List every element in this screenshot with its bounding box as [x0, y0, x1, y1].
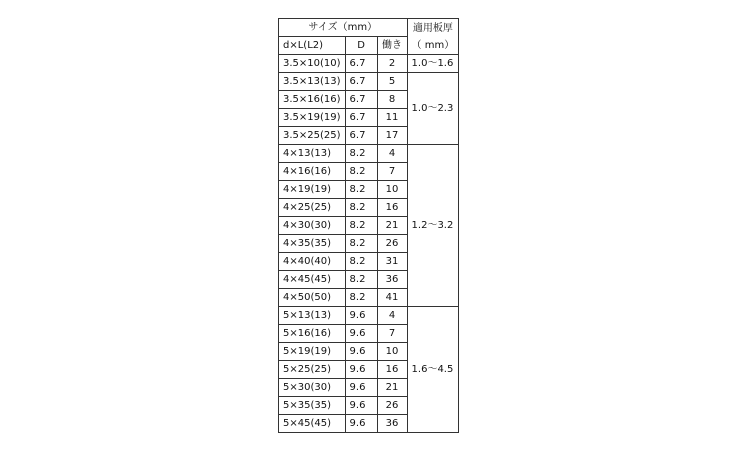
- size-cell: 4×40(40): [279, 253, 346, 271]
- d-cell: 8.2: [345, 235, 377, 253]
- d-cell: 8.2: [345, 271, 377, 289]
- d-cell: 6.7: [345, 55, 377, 73]
- drill-cell: 7: [377, 163, 407, 181]
- drill-cell: 2: [377, 55, 407, 73]
- size-cell: 3.5×16(16): [279, 91, 346, 109]
- thickness-header-line1: 適用板厚: [412, 22, 453, 34]
- d-cell: 9.6: [345, 397, 377, 415]
- d-cell: 8.2: [345, 289, 377, 307]
- d-cell: 6.7: [345, 109, 377, 127]
- d-cell: 9.6: [345, 379, 377, 397]
- size-cell: 4×45(45): [279, 271, 346, 289]
- table-row: [279, 145, 459, 163]
- drill-cell: 26: [377, 397, 407, 415]
- size-cell: 4×30(30): [279, 217, 346, 235]
- drill-cell: 21: [377, 217, 407, 235]
- size-cell: 5×19(19): [279, 343, 346, 361]
- drill-cell: 16: [377, 199, 407, 217]
- d-cell: 9.6: [345, 325, 377, 343]
- size-cell: 5×25(25): [279, 361, 346, 379]
- size-cell: 4×13(13): [279, 145, 346, 163]
- d-cell: 9.6: [345, 343, 377, 361]
- thickness-cell: 1.0〜1.6: [407, 55, 459, 73]
- thickness-header-line2: （ mm）: [411, 39, 455, 51]
- size-group-header: サイズ（mm）: [279, 19, 408, 37]
- thickness-header: [407, 19, 459, 55]
- size-cell: 5×13(13): [279, 307, 346, 325]
- d-cell: 6.7: [345, 127, 377, 145]
- drill-column-header: 働き: [377, 37, 407, 55]
- drill-cell: 4: [377, 307, 407, 325]
- drill-cell: 21: [377, 379, 407, 397]
- drill-cell: 31: [377, 253, 407, 271]
- size-cell: 4×16(16): [279, 163, 346, 181]
- table-row: [279, 73, 459, 91]
- drill-cell: 36: [377, 271, 407, 289]
- size-cell: 5×35(35): [279, 397, 346, 415]
- size-cell: 3.5×10(10): [279, 55, 346, 73]
- drill-cell: 26: [377, 235, 407, 253]
- size-cell: 5×30(30): [279, 379, 346, 397]
- d-cell: 9.6: [345, 307, 377, 325]
- size-cell: 4×25(25): [279, 199, 346, 217]
- drill-cell: 4: [377, 145, 407, 163]
- d-cell: 8.2: [345, 199, 377, 217]
- d-cell: 8.2: [345, 217, 377, 235]
- drill-cell: 7: [377, 325, 407, 343]
- thickness-cell: 1.2〜3.2: [407, 145, 459, 307]
- drill-cell: 8: [377, 91, 407, 109]
- drill-cell: 5: [377, 73, 407, 91]
- table-body: [279, 55, 459, 433]
- table-row: [279, 55, 459, 73]
- d-column-header: D: [345, 37, 377, 55]
- d-cell: 8.2: [345, 181, 377, 199]
- drill-cell: 36: [377, 415, 407, 433]
- drill-cell: 17: [377, 127, 407, 145]
- d-cell: 8.2: [345, 253, 377, 271]
- table-row: [279, 307, 459, 325]
- d-cell: 8.2: [345, 163, 377, 181]
- size-cell: 3.5×19(19): [279, 109, 346, 127]
- d-cell: 8.2: [345, 145, 377, 163]
- drill-cell: 11: [377, 109, 407, 127]
- size-cell: 4×50(50): [279, 289, 346, 307]
- d-cell: 9.6: [345, 415, 377, 433]
- spec-table: [278, 18, 459, 433]
- header-row-group: [279, 19, 459, 37]
- drill-cell: 16: [377, 361, 407, 379]
- d-cell: 6.7: [345, 91, 377, 109]
- size-cell: 4×19(19): [279, 181, 346, 199]
- drill-cell: 41: [377, 289, 407, 307]
- thickness-cell: 1.6〜4.5: [407, 307, 459, 433]
- size-cell: 5×45(45): [279, 415, 346, 433]
- d-cell: 9.6: [345, 361, 377, 379]
- size-cell: 3.5×13(13): [279, 73, 346, 91]
- drill-cell: 10: [377, 343, 407, 361]
- size-cell: 3.5×25(25): [279, 127, 346, 145]
- d-cell: 6.7: [345, 73, 377, 91]
- size-cell: 5×16(16): [279, 325, 346, 343]
- size-column-header: d×L(L2): [279, 37, 346, 55]
- drill-cell: 10: [377, 181, 407, 199]
- thickness-cell: 1.0〜2.3: [407, 73, 459, 145]
- size-cell: 4×35(35): [279, 235, 346, 253]
